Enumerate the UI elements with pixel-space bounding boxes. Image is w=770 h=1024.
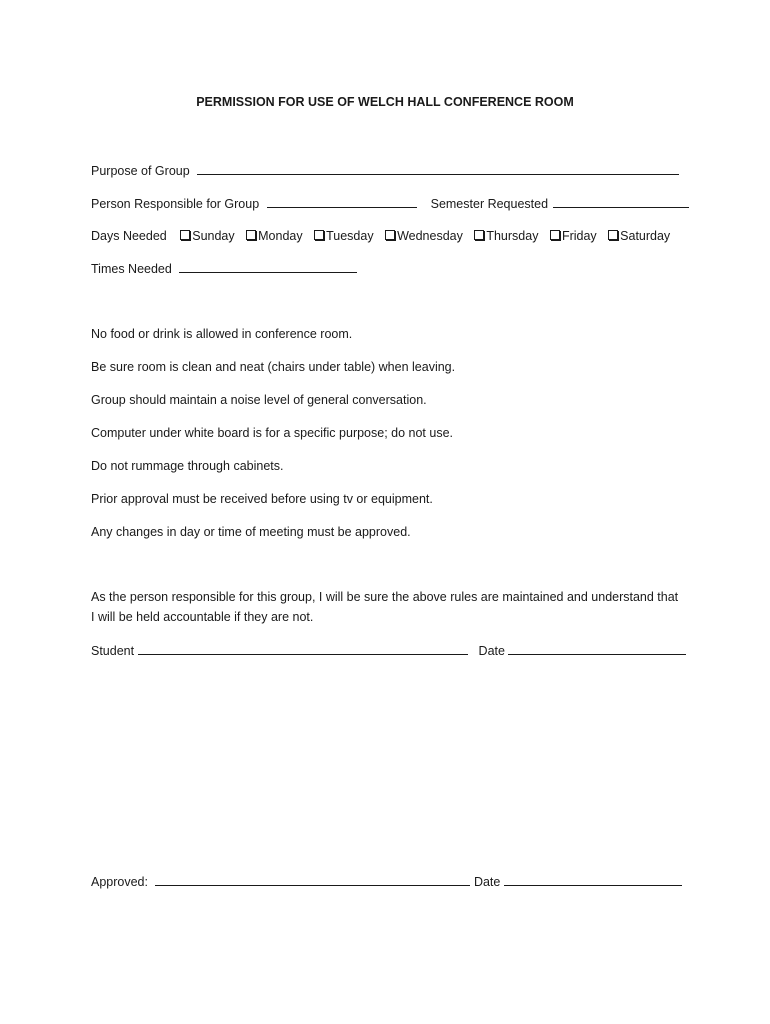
- times-row: [91, 260, 357, 277]
- approved-date-field[interactable]: [504, 873, 682, 886]
- day-label: Monday: [258, 229, 303, 243]
- checkbox-icon[interactable]: [550, 230, 560, 240]
- day-option-thursday[interactable]: [474, 228, 538, 244]
- days-row: [91, 228, 670, 244]
- checkbox-icon[interactable]: [608, 230, 618, 240]
- day-label: Saturday: [620, 229, 671, 243]
- student-date-label: Date: [478, 644, 505, 658]
- checkbox-icon[interactable]: [314, 230, 324, 240]
- day-label: Wednesday: [397, 229, 463, 243]
- checkbox-icon[interactable]: [180, 230, 190, 240]
- student-label: Student: [91, 644, 135, 658]
- purpose-label: Purpose of Group: [91, 164, 190, 178]
- purpose-row: [91, 162, 679, 179]
- approval-signature-row: [91, 873, 682, 890]
- times-field[interactable]: [179, 260, 357, 273]
- times-label: Times Needed: [91, 262, 172, 276]
- student-signature-field[interactable]: [138, 642, 468, 655]
- rule-item: Computer under white board is for a specific purpose; do not use.: [91, 426, 454, 440]
- purpose-field[interactable]: [197, 162, 679, 175]
- semester-label: Semester Requested: [430, 197, 549, 211]
- semester-field[interactable]: [553, 195, 689, 208]
- rule-item: No food or drink is allowed in conference room.: [91, 327, 353, 341]
- checkbox-icon[interactable]: [474, 230, 484, 240]
- day-option-wednesday[interactable]: [385, 228, 463, 244]
- day-label: Tuesday: [326, 229, 374, 243]
- agreement-text: As the person responsible for this group, I will be sure the above rules are maintained and understand that I will be held accountable if they are not.: [91, 590, 679, 624]
- rule-item: Be sure room is clean and neat (chairs under table) when leaving.: [91, 360, 456, 374]
- checkbox-icon[interactable]: [385, 230, 395, 240]
- person-row: [91, 195, 689, 212]
- day-label: Thursday: [486, 229, 539, 243]
- page-title: PERMISSION FOR USE OF WELCH HALL CONFERENCE ROOM: [196, 95, 574, 109]
- approved-label: Approved:: [91, 875, 148, 889]
- person-label: Person Responsible for Group: [91, 197, 260, 211]
- rule-item: Group should maintain a noise level of general conversation.: [91, 393, 427, 407]
- approved-signature-field[interactable]: [155, 873, 470, 886]
- day-option-friday[interactable]: [550, 228, 597, 244]
- day-option-sunday[interactable]: [180, 228, 234, 244]
- student-signature-row: [91, 642, 686, 659]
- day-label: Sunday: [192, 229, 235, 243]
- approved-date-label: Date: [473, 875, 501, 889]
- day-label: Friday: [561, 229, 597, 243]
- rule-item: Any changes in day or time of meeting must be approved.: [91, 525, 411, 539]
- day-option-tuesday[interactable]: [314, 228, 373, 244]
- days-label: Days Needed: [91, 229, 167, 243]
- day-option-monday[interactable]: [246, 228, 302, 244]
- day-option-saturday[interactable]: [608, 228, 670, 244]
- student-date-field[interactable]: [508, 642, 686, 655]
- checkbox-icon[interactable]: [246, 230, 256, 240]
- rule-item: Do not rummage through cabinets.: [91, 459, 284, 473]
- person-field[interactable]: [267, 195, 417, 208]
- rule-item: Prior approval must be received before using tv or equipment.: [91, 492, 433, 506]
